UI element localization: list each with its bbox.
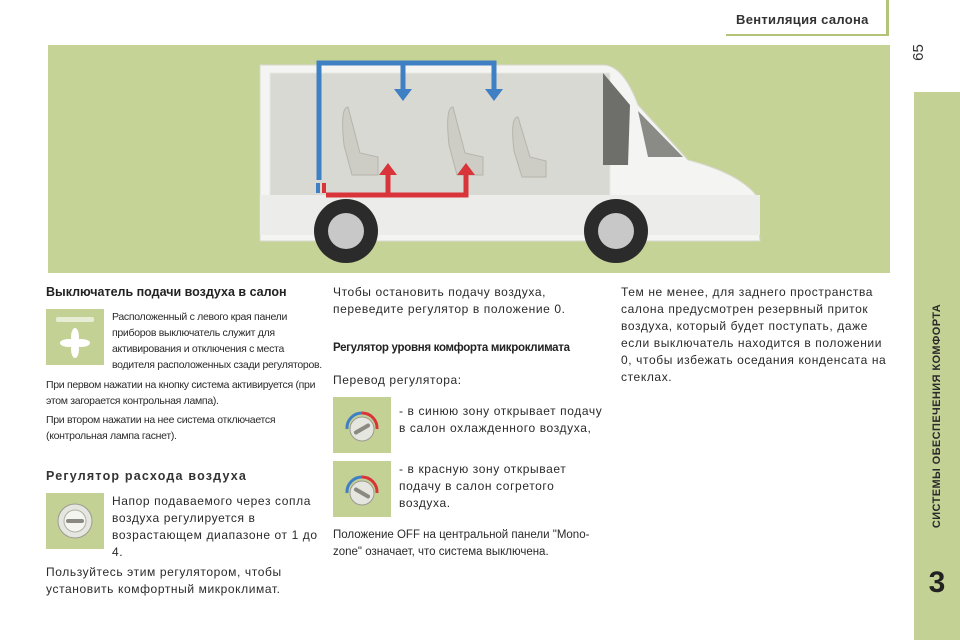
stop-air-instruction: Чтобы остановить подачу воздуха, переведите регулятор в положение 0.	[333, 285, 566, 316]
airflow-knob-thumbnail	[46, 493, 104, 549]
header-rule	[726, 34, 886, 36]
temperature-knob-icon	[333, 397, 391, 453]
section-heading-air-switch: Выключатель подачи воздуха в салон	[46, 285, 287, 299]
van-ventilation-illustration	[48, 45, 890, 273]
airflow-usage: Пользуйтесь этим регулятором, чтобы установить комфортный микроклимат.	[46, 565, 282, 596]
chapter-tab-label: СИСТЕМЫ ОБЕСПЕЧЕНИЯ КОМФОРТА	[931, 303, 943, 529]
air-switch-first-press: При первом нажатии на кнопку система активируется (при этом загорается контрольная лампа).	[46, 379, 316, 407]
chapter-number: 3	[928, 566, 946, 599]
air-switch-description: Расположенный с левого края панели приборов выключатель служит для активирования и отключения с места водителя расположенных сзади регуляторов.	[112, 311, 322, 371]
header-tick	[886, 0, 889, 36]
cold-knob-thumbnail	[333, 397, 391, 453]
page-header-title: Вентиляция салона	[736, 12, 869, 27]
fan-icon	[46, 309, 104, 365]
off-position-note: Положение OFF на центральной панели "Mono-zone" означает, что система выключена.	[333, 529, 590, 558]
cold-zone-item: - в синюю зону открывает подачу в салон охлажденного воздуха,	[399, 404, 603, 435]
page-number: 65	[909, 44, 927, 61]
column-3-reserve-airflow: Тем не менее, для заднего пространства салона предусмотрен резервный приток воздуха, который будет поступать, даже если выключатель находится в положении 0, чтобы избежать оседания конденсата на стеклах.	[621, 285, 887, 384]
knob-icon	[46, 493, 104, 549]
hot-zone-item: - в красную зону открывает подачу в салон согретого воздуха.	[399, 462, 567, 510]
section-heading-airflow: Регулятор расхода воздуха	[46, 469, 248, 483]
regulator-lead: Перевод регулятора:	[333, 373, 462, 387]
hot-knob-thumbnail	[333, 461, 391, 517]
air-switch-second-press: При втором нажатии на нее система отключается (контрольная лампа гаснет).	[46, 414, 276, 442]
section-heading-climate: Регулятор уровня комфорта микроклимата	[333, 342, 570, 354]
van-illustration-svg	[48, 45, 890, 273]
temperature-knob-icon	[333, 461, 391, 517]
column-2	[333, 284, 608, 561]
airflow-description: Напор подаваемого через сопла воздуха регулируется в возрастающем диапазоне от 1 до 4.	[112, 494, 318, 559]
air-switch-thumbnail	[46, 309, 104, 365]
column-1	[46, 284, 324, 598]
